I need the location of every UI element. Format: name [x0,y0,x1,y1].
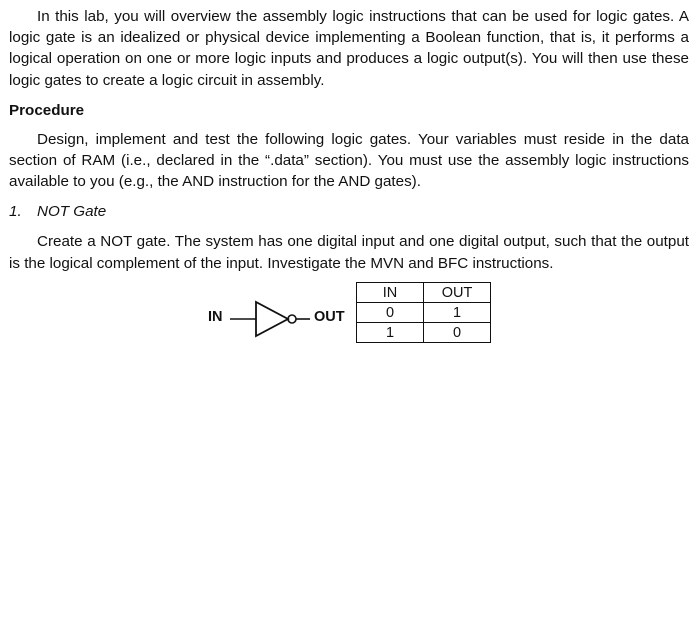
item-number: 1. [9,203,22,221]
truth-table-cell: 1 [357,323,424,343]
truth-table-header: OUT [424,283,491,303]
gate-output-label: OUT [314,309,345,325]
gate-input-label: IN [208,309,223,325]
truth-table-header-row [357,283,491,303]
intro-paragraph: In this lab, you will overview the assembly logic instructions that can be used for logic gates. A logic gate is an idealized or physical device implementing a Boolean function, that is, it performs a logical operation on one or more logic inputs and produces a logic output(s). You will then use these logic gates to create a logic circuit in assembly. [9,8,689,89]
document-page [9,4,689,274]
item-not-gate-heading [9,201,689,222]
truth-table [356,282,491,343]
item-title: NOT Gate [37,203,107,221]
truth-table-cell: 0 [424,323,491,343]
not-gate-paragraph: Create a NOT gate. The system has one digital input and one digital output, such that the output is the logical complement of the input. Investigate the MVN and BFC instructions. [9,233,689,272]
truth-table-cell: 0 [357,303,424,323]
truth-table-cell: 1 [424,303,491,323]
truth-table-row [357,303,491,323]
gate-triangle [256,302,288,336]
procedure-heading: Procedure [9,101,85,119]
truth-table-header: IN [357,283,424,303]
procedure-paragraph: Design, implement and test the following logic gates. Your variables must reside in the data section of RAM (i.e., declared in the “.data” section). You must use the assembly logic instructions available to you (e.g., the AND instruction for the AND gates). [9,130,689,191]
truth-table-row [357,323,491,343]
not-gate-figure [0,282,700,352]
